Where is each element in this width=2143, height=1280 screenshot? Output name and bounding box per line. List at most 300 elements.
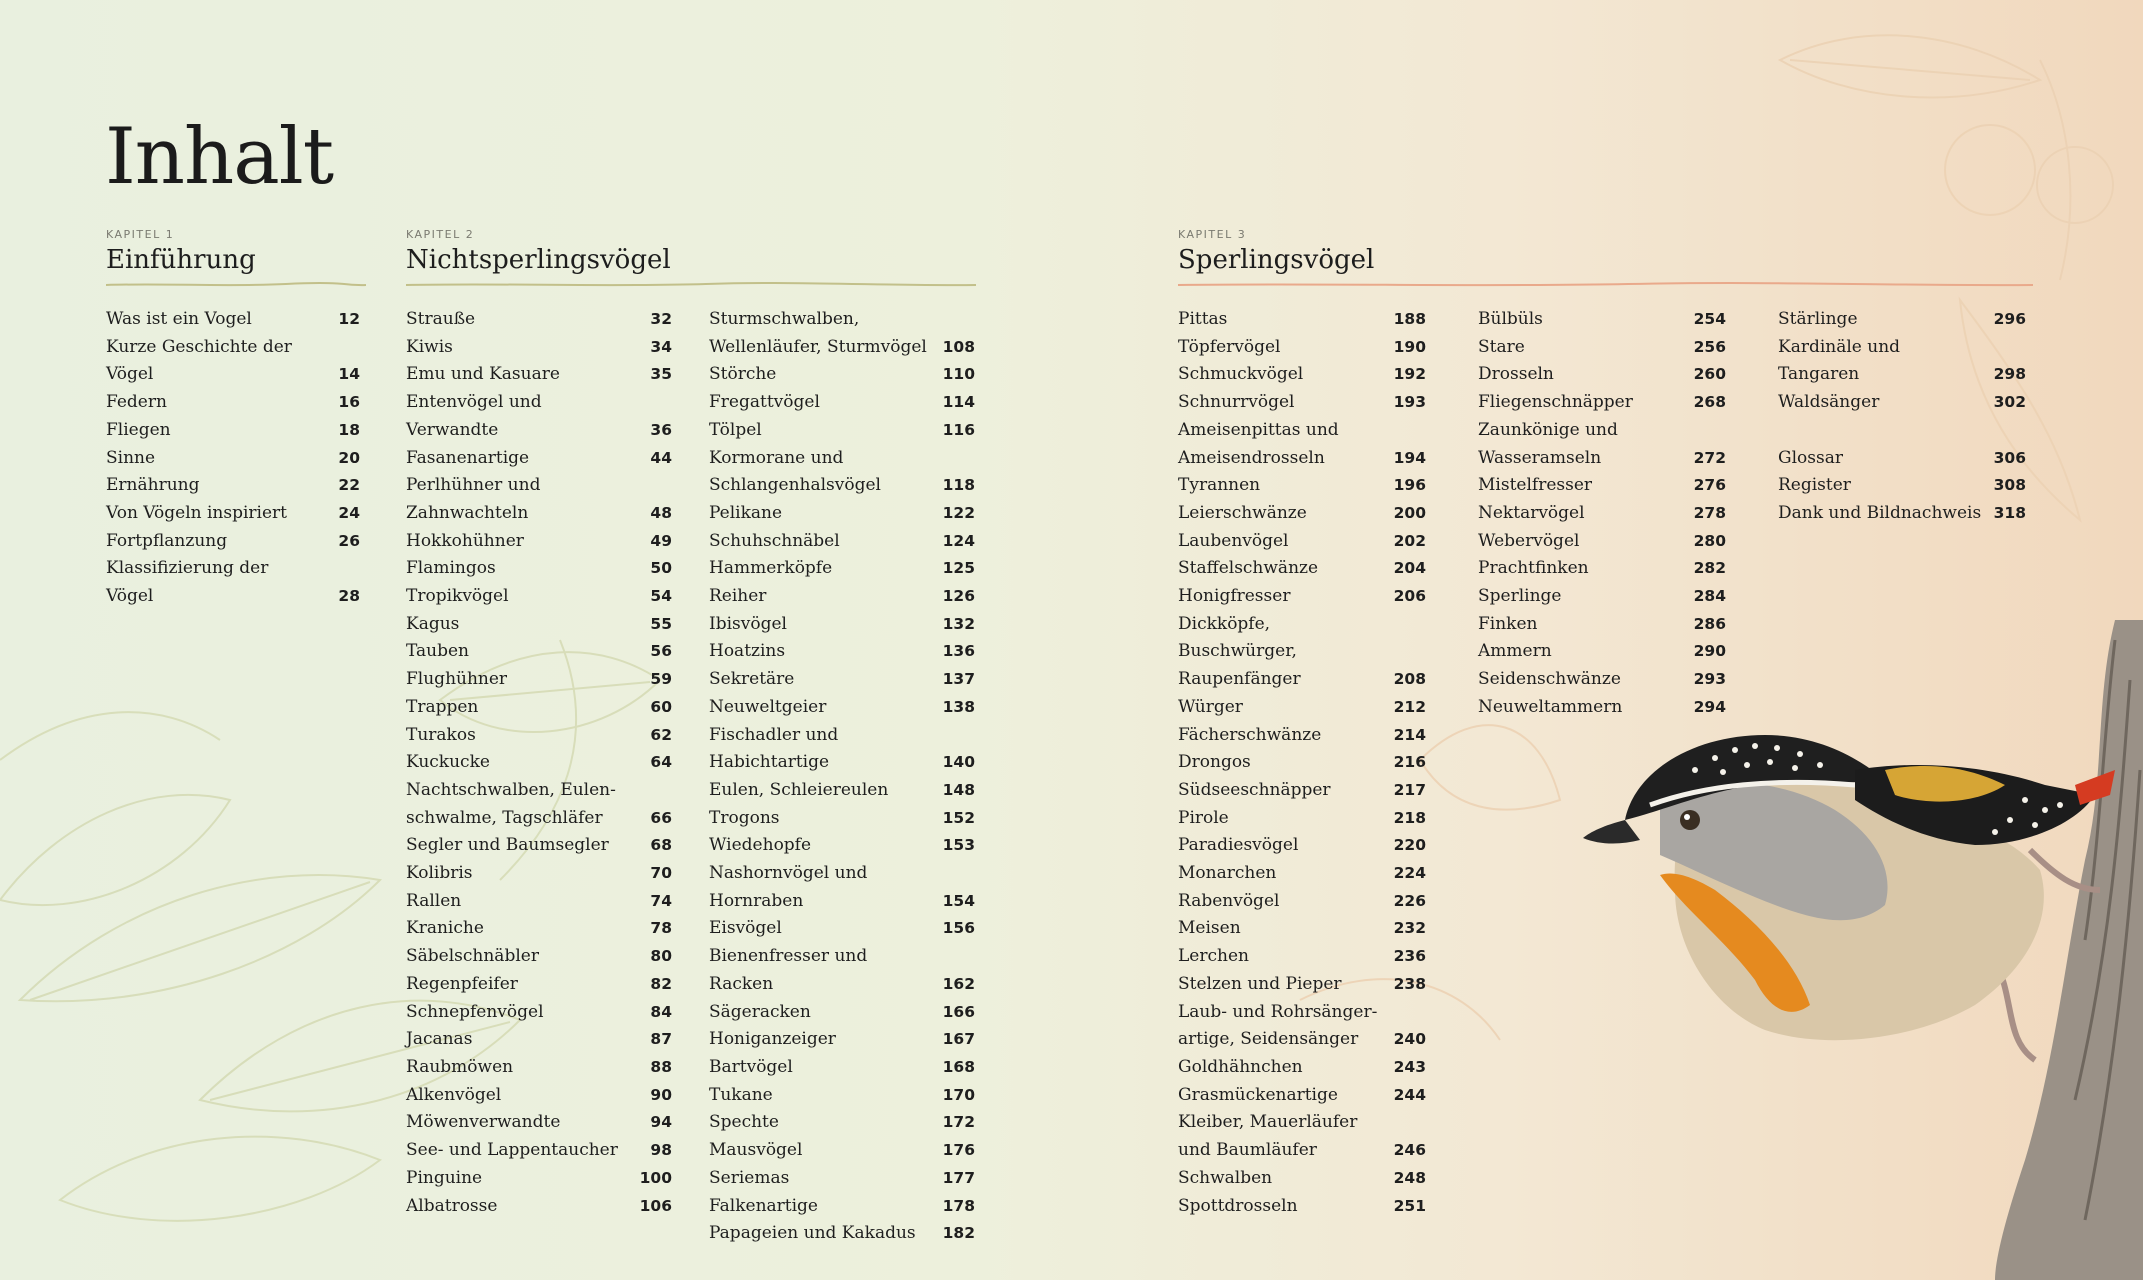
toc-entry[interactable] (1178, 306, 1426, 334)
toc-entry-label: Drongos (1178, 752, 1251, 773)
toc-entry-page: 217 (1393, 780, 1426, 799)
toc-entry-page: 280 (1693, 531, 1726, 550)
toc-entry[interactable] (709, 722, 975, 777)
toc-entry-label: Regenpfeifer (406, 973, 518, 994)
toc-entry-page: 251 (1393, 1196, 1426, 1215)
toc-entry-page: 193 (1393, 393, 1426, 412)
toc-entry-page: 190 (1393, 337, 1426, 356)
toc-entry-label: Trogons (709, 807, 780, 828)
toc-entry[interactable] (1778, 472, 2026, 500)
toc-entry-label: Fregattvögel (709, 392, 820, 413)
toc-entry[interactable] (1178, 1109, 1426, 1164)
toc-entry-label: Neuweltgeier (709, 696, 827, 717)
toc-entry-label: Tölpel (709, 419, 762, 440)
toc-entry-page: 284 (1693, 587, 1726, 606)
toc-entry[interactable] (1178, 334, 1426, 362)
toc-entry-page: 248 (1393, 1168, 1426, 1187)
toc-entry[interactable] (406, 611, 672, 639)
toc-entry-label: Fliegen (106, 419, 171, 440)
toc-entry[interactable] (1778, 306, 2026, 334)
toc-column (1778, 306, 2026, 528)
toc-entry-label: Pinguine (406, 1167, 483, 1188)
toc-entry-label: Seidenschwänze (1478, 669, 1621, 690)
toc-entry[interactable] (709, 500, 975, 528)
toc-entry[interactable] (1178, 805, 1426, 833)
toc-entry-label: Stare (1478, 336, 1525, 357)
toc-entry-label: Prachtfinken (1478, 558, 1589, 579)
toc-entry-label: Zaunkönige und Wasseramseln (1478, 419, 1618, 468)
toc-entry[interactable] (406, 1193, 672, 1221)
toc-entry[interactable] (709, 361, 975, 389)
toc-entry[interactable] (106, 500, 360, 528)
toc-entry-page: 293 (1693, 670, 1726, 689)
toc-entry[interactable] (1778, 389, 2026, 417)
toc-entry-page: 296 (1993, 310, 2026, 328)
toc-entry-page: 36 (650, 420, 672, 439)
chapter-2-rule (406, 281, 976, 289)
toc-entry-page: 156 (942, 919, 975, 938)
toc-entry-page: 125 (942, 559, 975, 578)
toc-entry-label: Schmuckvögel (1178, 364, 1304, 385)
toc-entry-page: 276 (1693, 476, 1726, 495)
toc-entry[interactable] (406, 334, 672, 362)
toc-entry-page: 196 (1393, 476, 1426, 495)
toc-entry[interactable] (709, 583, 975, 611)
toc-entry-label: Säbelschnäbler (406, 946, 539, 967)
toc-entry-label: Grasmückenartige (1178, 1084, 1338, 1105)
toc-entry[interactable] (406, 1026, 672, 1054)
toc-entry-page: 80 (650, 947, 672, 966)
toc-entry-page: 140 (942, 753, 975, 772)
toc-entry[interactable] (1178, 472, 1426, 500)
toc-entry-page: 236 (1393, 947, 1426, 966)
toc-entry-page: 294 (1693, 697, 1726, 716)
toc-entry[interactable] (406, 694, 672, 722)
toc-entry[interactable] (709, 1026, 975, 1054)
toc-entry[interactable] (1478, 417, 1726, 472)
toc-entry-page: 218 (1393, 808, 1426, 827)
toc-entry-label: Papageien und Kakadus (709, 1223, 916, 1244)
chapter-2-kicker: KAPITEL 2 (406, 228, 475, 241)
toc-entry[interactable] (406, 1054, 672, 1082)
toc-entry[interactable] (1778, 445, 2026, 473)
toc-column (709, 306, 975, 1248)
toc-entry-page: 78 (650, 919, 672, 938)
toc-entry[interactable] (106, 389, 360, 417)
toc-entry-page: 110 (942, 365, 975, 384)
toc-entry-label: Segler und Baumsegler (406, 835, 609, 856)
toc-entry-label: Kagus (406, 613, 460, 634)
toc-entry-page: 214 (1393, 725, 1426, 744)
toc-entry-label: Hokkohühner (406, 530, 524, 551)
chapter-1-kicker: KAPITEL 1 (106, 228, 175, 241)
toc-entry-page: 18 (338, 420, 360, 439)
toc-entry-page: 98 (650, 1141, 672, 1160)
toc-entry-page: 20 (338, 448, 360, 467)
toc-entry[interactable] (709, 666, 975, 694)
toc-entry-label: Kuckucke (406, 752, 490, 773)
toc-entry-page: 16 (338, 393, 360, 412)
toc-entry[interactable] (1178, 777, 1426, 805)
toc-entry-page: 238 (1393, 974, 1426, 993)
toc-entry-page: 194 (1393, 448, 1426, 467)
toc-entry-label: Störche (709, 364, 777, 385)
toc-entry-label: Seriemas (709, 1167, 790, 1188)
toc-entry[interactable] (406, 888, 672, 916)
toc-entry-label: Leierschwänze (1178, 502, 1307, 523)
toc-entry[interactable] (1178, 971, 1426, 999)
toc-entry-label: Federn (106, 392, 167, 413)
toc-entry[interactable] (709, 1082, 975, 1110)
toc-entry[interactable] (406, 638, 672, 666)
toc-entry-label: Bartvögel (709, 1056, 793, 1077)
toc-entry[interactable] (406, 915, 672, 943)
toc-entry-page: 172 (942, 1113, 975, 1132)
toc-entry-label: Stelzen und Pieper (1178, 973, 1342, 994)
toc-entry[interactable] (1178, 832, 1426, 860)
toc-entry-label: Albatrosse (406, 1195, 498, 1216)
toc-column (106, 306, 360, 611)
toc-entry[interactable] (1478, 306, 1726, 334)
toc-entry-page: 318 (1993, 503, 2026, 522)
toc-entry-label: Stärlinge (1778, 309, 1858, 329)
toc-entry-label: Trappen (406, 696, 479, 717)
toc-entry[interactable] (709, 1193, 975, 1221)
toc-entry[interactable] (406, 583, 672, 611)
toc-entry[interactable] (106, 555, 360, 610)
toc-entry-page: 122 (942, 503, 975, 522)
toc-entry[interactable] (406, 722, 672, 750)
toc-entry-page: 100 (639, 1168, 672, 1187)
toc-entry-label: Bienenfresser und Racken (709, 946, 868, 994)
toc-entry-label: Eisvögel (709, 918, 782, 939)
toc-entry-label: Hoatzins (709, 641, 786, 662)
toc-entry-label: Alkenvögel (406, 1084, 502, 1105)
toc-entry-label: Nashornvögel und Hornraben (709, 863, 868, 911)
toc-entry-page: 206 (1393, 587, 1426, 606)
toc-entry[interactable] (1478, 583, 1726, 611)
toc-entry-page: 26 (338, 531, 360, 550)
toc-entry[interactable] (406, 445, 672, 473)
toc-entry[interactable] (709, 777, 975, 805)
toc-entry-label: Bülbüls (1478, 309, 1543, 329)
toc-entry-label: Drosseln (1478, 364, 1554, 385)
list-spacer (1778, 417, 2026, 445)
toc-entry-label: Mistelfresser (1478, 475, 1593, 496)
toc-entry-label: Schuhschnäbel (709, 530, 840, 551)
toc-entry-label: Kraniche (406, 918, 484, 939)
toc-entry-page: 68 (650, 836, 672, 855)
chapter-1-header (106, 228, 366, 289)
toc-entry[interactable] (106, 445, 360, 473)
toc-entry[interactable] (1778, 500, 2026, 528)
toc-entry-page: 48 (650, 503, 672, 522)
toc-entry-page: 116 (942, 420, 975, 439)
toc-entry[interactable] (1178, 555, 1426, 583)
toc-entry-page: 114 (942, 393, 975, 412)
toc-entry[interactable] (406, 666, 672, 694)
toc-entry[interactable] (1178, 694, 1426, 722)
toc-entry[interactable] (1478, 500, 1726, 528)
toc-entry[interactable] (1478, 389, 1726, 417)
toc-entry[interactable] (1478, 472, 1726, 500)
toc-entry[interactable] (406, 1109, 672, 1137)
toc-entry[interactable] (406, 1165, 672, 1193)
toc-entry-label: Sägeracken (709, 1001, 811, 1022)
toc-entry-page: 49 (650, 531, 672, 550)
bird-illustration (1555, 620, 2143, 1280)
toc-entry-label: Pirole (1178, 807, 1229, 828)
toc-entry-page: 132 (942, 614, 975, 633)
toc-entry-page: 162 (942, 974, 975, 993)
toc-entry[interactable] (1178, 915, 1426, 943)
toc-entry[interactable] (1478, 555, 1726, 583)
toc-entry[interactable] (406, 555, 672, 583)
toc-entry-page: 66 (650, 808, 672, 827)
toc-entry[interactable] (406, 361, 672, 389)
toc-entry-label: Fliegenschnäpper (1478, 392, 1633, 413)
toc-entry-page: 154 (942, 891, 975, 910)
toc-entry-label: Monarchen (1178, 863, 1277, 884)
toc-entry[interactable] (406, 1082, 672, 1110)
toc-entry[interactable] (709, 860, 975, 915)
toc-entry-page: 268 (1693, 393, 1726, 412)
toc-entry-page: 220 (1393, 836, 1426, 855)
toc-entry-page: 70 (650, 864, 672, 883)
toc-entry-label: Neuweltammern (1478, 696, 1623, 717)
chapter-3-title: Sperlingsvögel (1178, 245, 1375, 275)
toc-entry-page: 166 (942, 1002, 975, 1021)
toc-entry-page: 60 (650, 697, 672, 716)
toc-entry-page: 244 (1393, 1085, 1426, 1104)
toc-entry[interactable] (1178, 361, 1426, 389)
toc-entry-label: Kleiber, Mauerläufer und Baumläufer (1178, 1112, 1358, 1161)
toc-entry-label: Pittas (1178, 309, 1228, 329)
toc-entry[interactable] (709, 1220, 975, 1248)
toc-entry[interactable] (106, 334, 360, 389)
toc-entry[interactable] (709, 528, 975, 556)
toc-entry-page: 88 (650, 1057, 672, 1076)
toc-entry-label: Fischadler und Habichtartige (709, 724, 839, 773)
toc-entry[interactable] (1178, 999, 1426, 1054)
toc-entry-page: 246 (1393, 1141, 1426, 1160)
toc-entry-page: 152 (942, 808, 975, 827)
toc-entry-label: Klassifizierung der Vögel (106, 558, 269, 607)
toc-entry[interactable] (406, 943, 672, 971)
toc-entry[interactable] (1178, 500, 1426, 528)
toc-entry-label: Perlhühner und Zahnwachteln (406, 475, 541, 523)
toc-entry[interactable] (1178, 1054, 1426, 1082)
toc-entry[interactable] (1178, 749, 1426, 777)
toc-entry-page: 59 (650, 670, 672, 689)
toc-entry-page: 136 (942, 642, 975, 661)
toc-entry[interactable] (1178, 1193, 1426, 1221)
toc-entry-page: 192 (1393, 365, 1426, 384)
toc-entry-label: Emu und Kasuare (406, 364, 560, 385)
toc-entry[interactable] (709, 445, 975, 500)
toc-entry-page: 202 (1393, 531, 1426, 550)
toc-entry[interactable] (709, 389, 975, 417)
toc-entry-label: Was ist ein Vogel (106, 309, 252, 329)
toc-entry-label: Von Vögeln inspiriert (106, 502, 287, 523)
toc-entry-page: 94 (650, 1113, 672, 1132)
toc-entry[interactable] (709, 999, 975, 1027)
toc-entry-page: 224 (1393, 864, 1426, 883)
toc-entry-page: 256 (1693, 337, 1726, 356)
toc-entry-label: Tukane (709, 1084, 773, 1105)
toc-entry[interactable] (709, 638, 975, 666)
toc-entry-page: 84 (650, 1002, 672, 1021)
toc-entry-label: Südseeschnäpper (1178, 779, 1331, 800)
toc-entry-label: Spechte (709, 1112, 779, 1133)
toc-entry-label: Ernährung (106, 475, 200, 496)
toc-entry-label: Honiganzeiger (709, 1029, 836, 1050)
toc-entry-label: Kormorane und Schlangenhalsvögel (709, 447, 881, 496)
toc-entry[interactable] (1178, 860, 1426, 888)
toc-entry[interactable] (1178, 1165, 1426, 1193)
toc-entry-label: Flamingos (406, 558, 496, 579)
toc-entry[interactable] (709, 306, 975, 361)
toc-entry-page: 50 (650, 559, 672, 578)
toc-entry[interactable] (406, 389, 672, 444)
chapter-3-header (1178, 228, 2033, 289)
toc-entry[interactable] (406, 971, 672, 999)
toc-entry-page: 272 (1693, 448, 1726, 467)
toc-entry-label: Goldhähnchen (1178, 1056, 1303, 1077)
toc-entry-label: Tyrannen (1178, 475, 1261, 496)
toc-entry[interactable] (1178, 943, 1426, 971)
toc-column (1178, 306, 1426, 1220)
toc-entry-label: Kardinäle und Tangaren (1778, 336, 1901, 385)
toc-entry-page: 118 (942, 476, 975, 495)
page-title: Inhalt (105, 112, 334, 202)
toc-entry-page: 137 (942, 670, 975, 689)
toc-entry-label: Register (1778, 475, 1851, 496)
toc-entry-label: Töpfervögel (1178, 336, 1281, 357)
toc-entry[interactable] (406, 860, 672, 888)
toc-entry[interactable] (709, 555, 975, 583)
toc-entry-label: Möwenverwandte (406, 1112, 561, 1133)
toc-entry-page: 278 (1693, 503, 1726, 522)
toc-entry[interactable] (709, 1137, 975, 1165)
toc-entry-label: Ameisenpittas und Ameisendrosseln (1178, 419, 1339, 468)
toc-entry-page: 24 (338, 503, 360, 522)
toc-entry-label: Nachtschwalben, Eulen- schwalme, Tagschläfer (406, 779, 616, 828)
toc-entry-label: Waldsänger (1778, 392, 1880, 413)
toc-entry-page: 148 (942, 780, 975, 799)
toc-entry[interactable] (406, 777, 672, 832)
toc-entry[interactable] (709, 1054, 975, 1082)
toc-entry-page: 64 (650, 753, 672, 772)
toc-entry-page: 260 (1693, 365, 1726, 384)
chapter-3-kicker: KAPITEL 3 (1178, 228, 1247, 241)
toc-entry-page: 74 (650, 891, 672, 910)
toc-entry-page: 54 (650, 587, 672, 606)
toc-entry-page: 200 (1393, 503, 1426, 522)
toc-entry-label: Schnurrvögel (1178, 392, 1295, 413)
toc-entry-page: 176 (942, 1141, 975, 1160)
toc-entry-label: Fächerschwänze (1178, 724, 1322, 745)
toc-entry[interactable] (709, 832, 975, 860)
toc-entry-label: Sinne (106, 447, 156, 468)
toc-entry-label: Kolibris (406, 863, 473, 884)
toc-entry-label: Honigfresser (1178, 586, 1291, 607)
toc-entry[interactable] (406, 528, 672, 556)
toc-entry[interactable] (1178, 888, 1426, 916)
toc-entry[interactable] (1478, 361, 1726, 389)
toc-entry-page: 182 (942, 1224, 975, 1243)
toc-entry-page: 302 (1993, 393, 2026, 412)
toc-entry[interactable] (1178, 417, 1426, 472)
chapter-1-title: Einführung (106, 245, 256, 275)
toc-entry-page: 35 (650, 365, 672, 384)
toc-entry-label: Sturmschwalben, Wellenläufer, Sturmvögel (709, 309, 927, 357)
toc-entry-label: Webervögel (1478, 530, 1580, 551)
toc-entry-label: Dank und Bildnachweis (1778, 502, 1982, 523)
toc-entry[interactable] (1178, 611, 1426, 694)
toc-entry[interactable] (1178, 1082, 1426, 1110)
toc-entry[interactable] (709, 1165, 975, 1193)
toc-entry-label: Staffelschwänze (1178, 558, 1319, 579)
toc-entry[interactable] (1178, 583, 1426, 611)
toc-entry-page: 153 (942, 836, 975, 855)
toc-entry[interactable] (406, 1137, 672, 1165)
toc-entry-label: Tauben (406, 641, 469, 662)
toc-entry[interactable] (709, 805, 975, 833)
toc-entry[interactable] (1178, 722, 1426, 750)
toc-entry-page: 208 (1393, 670, 1426, 689)
toc-entry-page: 306 (1993, 448, 2026, 467)
toc-entry-page: 204 (1393, 559, 1426, 578)
toc-entry[interactable] (106, 417, 360, 445)
toc-entry[interactable] (1478, 334, 1726, 362)
toc-entry[interactable] (106, 472, 360, 500)
toc-entry[interactable] (406, 306, 672, 334)
toc-entry-page: 216 (1393, 753, 1426, 772)
toc-entry[interactable] (406, 749, 672, 777)
toc-entry-label: Rabenvögel (1178, 890, 1280, 911)
toc-entry-page: 14 (338, 365, 360, 384)
toc-entry-page: 28 (338, 587, 360, 606)
toc-entry[interactable] (1178, 528, 1426, 556)
toc-entry-label: Kurze Geschichte der Vögel (106, 336, 292, 385)
toc-entry[interactable] (709, 611, 975, 639)
toc-entry[interactable] (709, 943, 975, 998)
toc-entry[interactable] (106, 528, 360, 556)
toc-entry-label: Wiedehopfe (709, 835, 812, 856)
toc-entry-page: 308 (1993, 476, 2026, 495)
toc-entry-label: Reiher (709, 586, 767, 607)
toc-entry[interactable] (106, 306, 360, 334)
toc-entry[interactable] (406, 472, 672, 527)
toc-entry[interactable] (709, 694, 975, 722)
toc-entry[interactable] (1178, 389, 1426, 417)
toc-entry[interactable] (709, 417, 975, 445)
toc-entry-page: 62 (650, 725, 672, 744)
toc-entry[interactable] (709, 1109, 975, 1137)
toc-entry[interactable] (1478, 528, 1726, 556)
toc-entry[interactable] (709, 915, 975, 943)
toc-entry-page: 44 (650, 448, 672, 467)
toc-entry-label: Ammern (1478, 641, 1552, 662)
toc-entry-page: 106 (639, 1196, 672, 1215)
toc-entry-label: See- und Lappentaucher (406, 1140, 618, 1161)
toc-entry[interactable] (406, 999, 672, 1027)
toc-entry[interactable] (406, 832, 672, 860)
toc-entry-page: 126 (942, 587, 975, 606)
chapter-1-rule (106, 281, 366, 289)
toc-entry[interactable] (1778, 334, 2026, 389)
